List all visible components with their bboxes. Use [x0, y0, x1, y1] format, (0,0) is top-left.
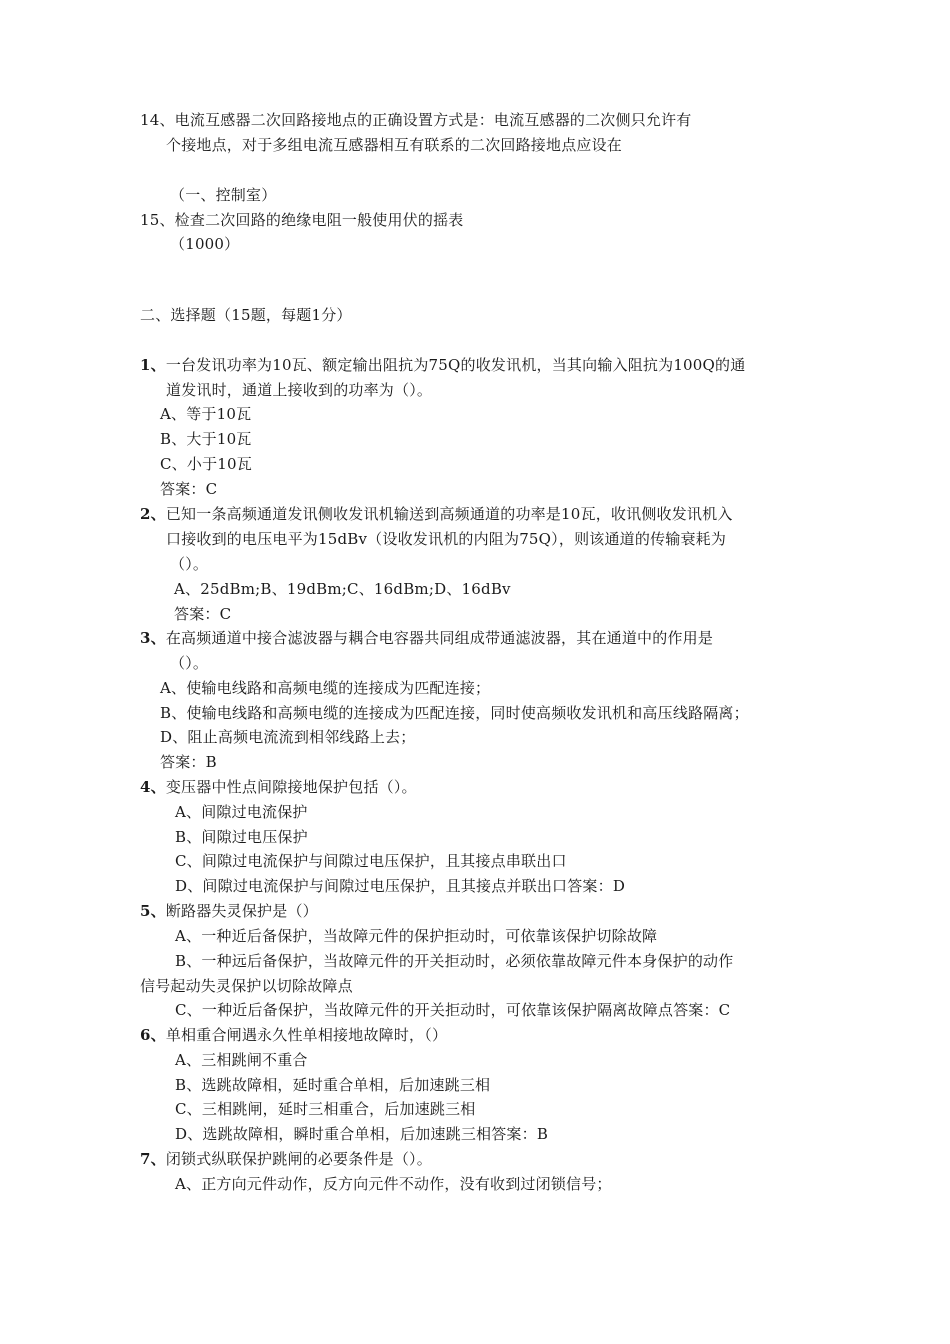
q6-stem	[140, 1025, 447, 1045]
q4-number: 4、	[140, 778, 166, 796]
q7-option-a: A、正方向元件动作，反方向元件不动作，没有收到过闭锁信号；	[175, 1175, 612, 1193]
q1-option-a: A、等于10瓦	[160, 405, 252, 423]
q15-line1: 15、检查二次回路的绝缘电阻一般使用伏的摇表	[140, 211, 464, 229]
q6-line1: 单相重合闸遇永久性单相接地故障时，（）	[165, 1026, 448, 1044]
q3-line2: （）。	[170, 654, 209, 672]
q7-stem	[140, 1149, 432, 1169]
q2-number: 2、	[140, 505, 166, 523]
q6-option-b: B、选跳故障相，延时重合单相，后加速跳三相	[175, 1076, 491, 1094]
q14-line2: 个接地点，对于多组电流互感器相互有联系的二次回路接地点应设在	[166, 136, 623, 154]
q4-stem	[140, 777, 417, 797]
q1-option-c: C、小于10瓦	[160, 455, 252, 473]
q5-line1: 断路器失灵保护是（）	[165, 902, 318, 920]
q14-line1: 14、电流互感器二次回路接地点的正确设置方式是：电流互感器的二次侧只允许有	[140, 111, 692, 129]
q4-option-c: C、间隙过电流保护与间隙过电压保护，且其接点串联出口	[175, 852, 567, 870]
q5-option-c: C、一种近后备保护，当故障元件的开关拒动时，可依靠该保护隔离故障点答案：C	[175, 1001, 731, 1019]
q5-option-b-cont: 信号起动失灵保护以切除故障点	[140, 977, 353, 995]
q7-line1: 闭锁式纵联保护跳闸的必要条件是（）。	[165, 1150, 432, 1168]
q15-answer: （1000）	[170, 235, 240, 253]
q3-line1: 在高频通道中接合滤波器与耦合电容器共同组成带通滤波器，其在通道中的作用是	[165, 629, 714, 647]
q1-stem	[140, 355, 745, 375]
q3-stem	[140, 628, 713, 648]
q6-option-c: C、三相跳闸，延时三相重合，后加速跳三相	[175, 1100, 476, 1118]
q5-stem	[140, 901, 318, 921]
q2-line1: 已知一条高频通道发讯侧收发讯机输送到高频通道的功率是10瓦，收讯侧收发讯机入	[165, 505, 733, 523]
q3-option-b: B、使输电线路和高频电缆的连接成为匹配连接，同时使高频收发讯机和高压线路隔离；	[160, 704, 749, 722]
q1-line1: 一台发讯功率为10瓦、额定输出阻抗为75Q的收发讯机，当其向输入阻抗为100Q的通	[165, 356, 746, 374]
q2-options: A、25dBm;B、19dBm;C、16dBm;D、16dBv	[174, 580, 511, 598]
q1-line2: 道发讯时，通道上接收到的功率为（）。	[166, 381, 433, 399]
q3-option-d: D、阻止高频电流流到相邻线路上去；	[160, 728, 416, 746]
q1-answer: 答案：C	[160, 480, 218, 498]
q6-option-d: D、选跳故障相，瞬时重合单相，后加速跳三相答案：B	[175, 1125, 549, 1143]
q4-option-b: B、间隙过电压保护	[175, 828, 308, 846]
q4-line1: 变压器中性点间隙接地保护包括（）。	[165, 778, 417, 796]
q2-line3: （）。	[170, 555, 209, 573]
q3-number: 3、	[140, 629, 166, 647]
q1-option-b: B、大于10瓦	[160, 430, 252, 448]
q14-answer: （一、控制室）	[170, 186, 277, 204]
q3-answer: 答案：B	[160, 753, 217, 771]
q4-option-d: D、间隙过电流保护与间隙过电压保护，且其接点并联出口答案：D	[175, 877, 626, 895]
q3-option-a: A、使输电线路和高频电缆的连接成为匹配连接；	[160, 679, 491, 697]
q4-option-a: A、间隙过电流保护	[175, 803, 308, 821]
q6-option-a: A、三相跳闸不重合	[175, 1051, 308, 1069]
q5-option-b: B、一种远后备保护，当故障元件的开关拒动时，必须依靠故障元件本身保护的动作	[175, 952, 734, 970]
q1-number: 1、	[140, 356, 166, 374]
q2-answer: 答案：C	[174, 605, 232, 623]
q5-number: 5、	[140, 902, 166, 920]
section-title: 二、选择题（15题，每题1分）	[140, 306, 352, 324]
q7-number: 7、	[140, 1150, 166, 1168]
q2-stem	[140, 504, 733, 524]
q5-option-a: A、一种近后备保护，当故障元件的保护拒动时，可依靠该保护切除故障	[175, 927, 658, 945]
q6-number: 6、	[140, 1026, 166, 1044]
q2-line2: 口接收到的电压电平为15dBv（设收发讯机的内阻为75Q），则该通道的传输衰耗为	[166, 530, 727, 548]
